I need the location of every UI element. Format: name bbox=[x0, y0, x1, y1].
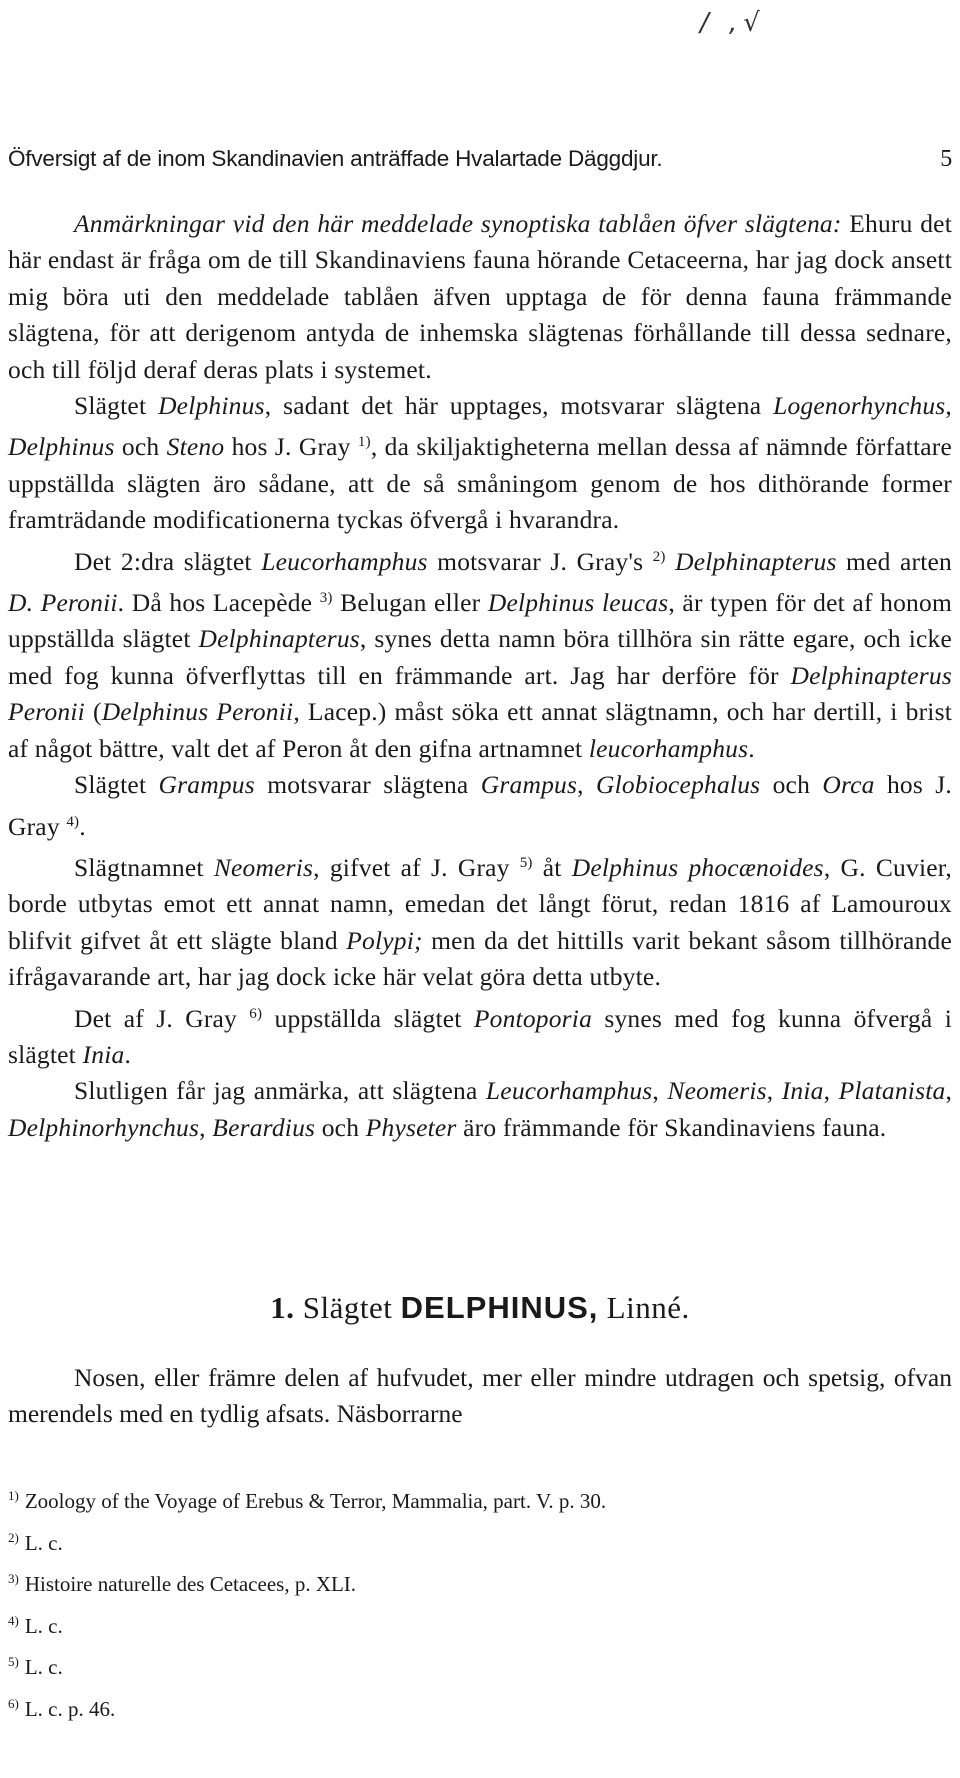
italic-text: Globiocephalus bbox=[596, 770, 761, 800]
text-run: , bbox=[577, 770, 596, 800]
italic-text: Delphinus leucas bbox=[487, 588, 669, 618]
body-text bbox=[8, 206, 952, 1146]
section-title-prefix: Slägtet bbox=[302, 1290, 393, 1325]
footnote-mark: 6) bbox=[8, 1695, 19, 1711]
italic-text: Orca bbox=[822, 770, 875, 800]
footnote-text: L. c. bbox=[24, 1530, 63, 1555]
text-run: , bbox=[652, 1076, 668, 1106]
paragraph-remarks bbox=[8, 206, 952, 388]
footnote-mark: 1) bbox=[8, 1488, 19, 1503]
text-run: uppställda slägtet bbox=[262, 1003, 474, 1033]
italic-text: Delphinapterus bbox=[675, 546, 837, 576]
italic-text: Delphinus bbox=[158, 391, 265, 421]
section-number: 1. bbox=[270, 1290, 295, 1325]
text-run: Belugan eller bbox=[332, 588, 488, 618]
italic-text: Leucorhamphus bbox=[485, 1076, 653, 1106]
text-run: äro främmande för Skandinaviens fauna. bbox=[456, 1112, 887, 1142]
text-run: motsvarar J. Gray's bbox=[427, 546, 653, 576]
italic-text: Anmärkningar vid den här meddelade synoptiska tablåen öfver slägtena: bbox=[74, 209, 842, 238]
text-run: , gifvet af J. Gray bbox=[313, 852, 520, 882]
footnote-mark: 4) bbox=[8, 1612, 19, 1628]
text-run: , sadant det här upptages, motsvarar slägtena bbox=[264, 391, 774, 421]
text-run: , G. Cuvier, borde utbytas emot ett annat namn, emedan det långt förut, redan 1816 af Lamouroux blifvit gifvet åt ett slägte bland bbox=[8, 852, 952, 955]
page-number: 5 bbox=[940, 146, 952, 172]
handwritten-mark: / ,√ bbox=[700, 8, 766, 38]
italic-text: Grampus bbox=[158, 770, 255, 800]
section-heading bbox=[0, 1290, 960, 1326]
footnotes bbox=[8, 1478, 952, 1728]
footnote-ref: 1) bbox=[357, 434, 371, 451]
text-run: , da skiljaktigheterna mellan dessa af nämnde författare uppställda slägten äro sådane, att de så småningom genom de hos dithörande former framträdande modificationerna tyckas öfvergå i hvarandra. bbox=[8, 432, 952, 535]
section-author: Linné. bbox=[606, 1290, 690, 1325]
text-run: Slägtet bbox=[74, 391, 159, 421]
footnote-ref: 2) bbox=[652, 548, 666, 565]
text-run: och bbox=[760, 770, 823, 800]
section-genus: DELPHINUS, bbox=[400, 1290, 599, 1325]
italic-text: Polypi; bbox=[346, 925, 423, 955]
paragraph-pontoporia bbox=[8, 996, 952, 1074]
footnote-text: Histoire naturelle des Cetacees, p. XLI. bbox=[24, 1572, 357, 1597]
text-run: , Lacep.) måst söka ett annat slägtnamn, och har dertill, i brist af något bättre, valt det af Peron åt den gifna artnamnet bbox=[8, 697, 952, 763]
text-run: Det af J. Gray bbox=[74, 1003, 250, 1033]
footnote-mark: 2) bbox=[8, 1529, 19, 1545]
text-run: Slägtet bbox=[74, 770, 159, 800]
footnote-mark: 3) bbox=[8, 1571, 19, 1587]
text-run: . Då hos Lacepède bbox=[117, 588, 320, 618]
text-run: Slutligen får jag anmärka, att slägtena bbox=[74, 1076, 486, 1106]
italic-text: Platanista bbox=[838, 1076, 946, 1106]
footnote bbox=[8, 1520, 952, 1562]
text-run: men da det hittills varit bekant såsom tillhörande ifrågavarande art, har jag dock icke här velat göra detta utbyte. bbox=[8, 925, 952, 992]
paragraph-grampus bbox=[8, 767, 952, 845]
italic-text: Inia bbox=[82, 1039, 125, 1069]
section-text bbox=[8, 1360, 952, 1433]
italic-text: Berardius bbox=[212, 1112, 316, 1142]
footnote-ref: 3) bbox=[319, 590, 333, 607]
italic-text: Steno bbox=[166, 432, 225, 462]
text-run: Slägtnamnet bbox=[74, 852, 214, 882]
paragraph-neomeris bbox=[8, 845, 952, 996]
text-run: . bbox=[79, 811, 86, 841]
text-run: , bbox=[199, 1112, 213, 1142]
italic-text: Delphinorhynchus bbox=[8, 1112, 200, 1142]
footnote bbox=[8, 1686, 952, 1728]
italic-text: Neomeris bbox=[667, 1076, 767, 1106]
text-run: . bbox=[748, 733, 755, 763]
text-run: hos J. Gray bbox=[8, 770, 952, 841]
footnote-text: L. c. bbox=[24, 1655, 63, 1680]
italic-text: Delphinus bbox=[8, 432, 115, 462]
footnote-text: Zoology of the Voyage of Erebus & Terror, Mammalia, part. V. p. 30. bbox=[24, 1489, 607, 1513]
italic-text: Delphinus Peronii bbox=[101, 697, 294, 727]
footnote bbox=[8, 1478, 952, 1520]
running-head bbox=[8, 146, 952, 172]
footnote-text: L. c. bbox=[24, 1613, 63, 1638]
footnote-ref: 4) bbox=[66, 813, 80, 830]
italic-text: Grampus bbox=[480, 770, 578, 800]
paragraph-conclusion bbox=[8, 1073, 952, 1146]
text-run bbox=[666, 547, 675, 576]
italic-text: Delphinapterus bbox=[198, 624, 360, 654]
footnote-mark: 5) bbox=[8, 1654, 19, 1670]
text-run: , bbox=[766, 1076, 782, 1106]
italic-text: leucorhamphus bbox=[588, 733, 749, 763]
italic-text: Physeter bbox=[365, 1112, 457, 1142]
italic-text: Leucorhamphus bbox=[261, 546, 428, 576]
footnote-ref: 5) bbox=[519, 854, 533, 871]
italic-text: Neomeris bbox=[213, 852, 314, 882]
italic-text: Delphinus phocænoides bbox=[571, 852, 824, 882]
footnote-ref: 6) bbox=[249, 1005, 263, 1022]
footnote bbox=[8, 1603, 952, 1645]
text-run: med arten bbox=[836, 546, 952, 576]
italic-text: Delphinapterus Peronii bbox=[8, 660, 952, 727]
footnote bbox=[8, 1561, 952, 1603]
footnote bbox=[8, 1644, 952, 1686]
paragraph-leucorhamphus bbox=[8, 539, 952, 767]
section-paragraph: Nosen, eller främre delen af hufvudet, mer eller mindre utdragen och spetsig, ofvan merendels med en tydlig afsats. Näsborrarne bbox=[8, 1363, 952, 1429]
text-run: Ehuru det här endast är fråga om de till Skandinaviens fauna hörande Cetaceerna, har jag dock ansett mig böra uti den meddelade tablåen äfven upptaga de för denna fauna främmande slägtena, för att derigenom antyda de inhemska slägtenas förhållande till dessa sednare, och till följd deraf deras plats i systemet. bbox=[8, 209, 952, 384]
italic-text: Inia bbox=[781, 1076, 824, 1106]
italic-text: Logenorhynchus bbox=[773, 391, 946, 421]
running-head-title: Öfversigt af de inom Skandinavien anträffade Hvalartade Däggdjur. bbox=[8, 146, 663, 171]
text-run: hos J. Gray bbox=[224, 432, 358, 462]
text-run: och bbox=[114, 432, 167, 462]
text-run: , är typen för det af honom uppställda slägtet bbox=[8, 588, 952, 654]
text-run: , synes detta namn böra tillhöra sin rätte egare, och icke med fog kunna öfverflyttas till en främmande art. Jag har derföre för bbox=[8, 624, 952, 690]
text-run: motsvarar slägtena bbox=[254, 770, 481, 800]
text-run: och bbox=[315, 1112, 366, 1142]
text-run: , bbox=[823, 1076, 839, 1106]
text-run: . bbox=[124, 1039, 132, 1069]
text-run: , bbox=[945, 391, 952, 421]
text-run: synes med fog kunna öfvergå i slägtet bbox=[8, 1003, 952, 1069]
text-run: , bbox=[945, 1076, 953, 1106]
paragraph-delphinus bbox=[8, 388, 952, 539]
text-run: ( bbox=[84, 697, 102, 727]
text-run: Det 2:dra slägtet bbox=[74, 546, 262, 576]
italic-text: D. Peronii bbox=[8, 588, 118, 618]
text-run: åt bbox=[532, 852, 572, 882]
italic-text: Pontoporia bbox=[473, 1003, 593, 1033]
footnote-text: L. c. p. 46. bbox=[24, 1696, 116, 1721]
